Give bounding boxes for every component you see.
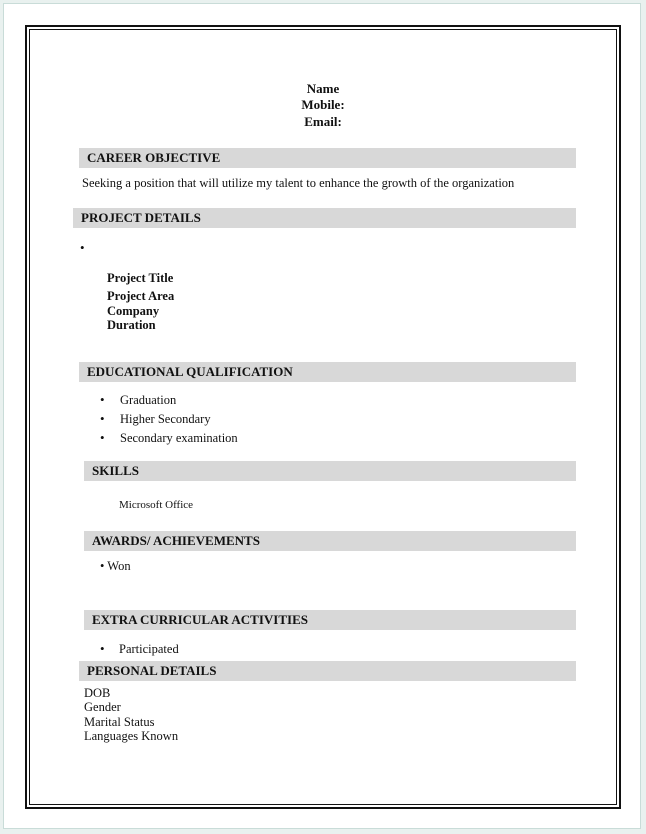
awards-heading: AWARDS/ ACHIEVEMENTS	[84, 531, 576, 551]
education-bullet: •	[100, 430, 105, 445]
extra-bullet: •	[100, 641, 105, 656]
education-item: Higher Secondary	[120, 412, 211, 426]
dob-label: DOB	[84, 686, 111, 700]
marital-status-label: Marital Status	[84, 715, 155, 729]
project-details-heading: PROJECT DETAILS	[73, 208, 576, 228]
awards-item: • Won	[100, 559, 131, 573]
skill-item: Microsoft Office	[119, 499, 194, 511]
project-area-label: Project Area	[107, 289, 175, 303]
inner-border	[29, 29, 617, 805]
personal-details-heading: PERSONAL DETAILS	[79, 661, 576, 681]
education-bullet: •	[100, 411, 105, 426]
mobile-label: Mobile:	[301, 97, 345, 112]
name-label: Name	[306, 81, 340, 96]
education-item: Graduation	[120, 393, 177, 407]
email-label: Email:	[304, 114, 342, 129]
education-item: Secondary examination	[120, 431, 238, 445]
languages-known-label: Languages Known	[84, 729, 179, 743]
extra-item: Participated	[119, 642, 179, 656]
skills-heading: SKILLS	[84, 461, 576, 481]
project-bullet: •	[80, 240, 85, 255]
education-heading: EDUCATIONAL QUALIFICATION	[79, 362, 576, 382]
duration-label: Duration	[107, 318, 156, 332]
career-objective-text: Seeking a position that will utilize my talent to enhance the growth of the organization	[82, 176, 515, 190]
career-objective-heading: CAREER OBJECTIVE	[79, 148, 576, 168]
education-bullet: •	[100, 392, 105, 407]
project-title-label: Project Title	[107, 271, 174, 285]
extra-curricular-heading: EXTRA CURRICULAR ACTIVITIES	[84, 610, 576, 630]
company-label: Company	[107, 304, 160, 318]
gender-label: Gender	[84, 700, 121, 714]
